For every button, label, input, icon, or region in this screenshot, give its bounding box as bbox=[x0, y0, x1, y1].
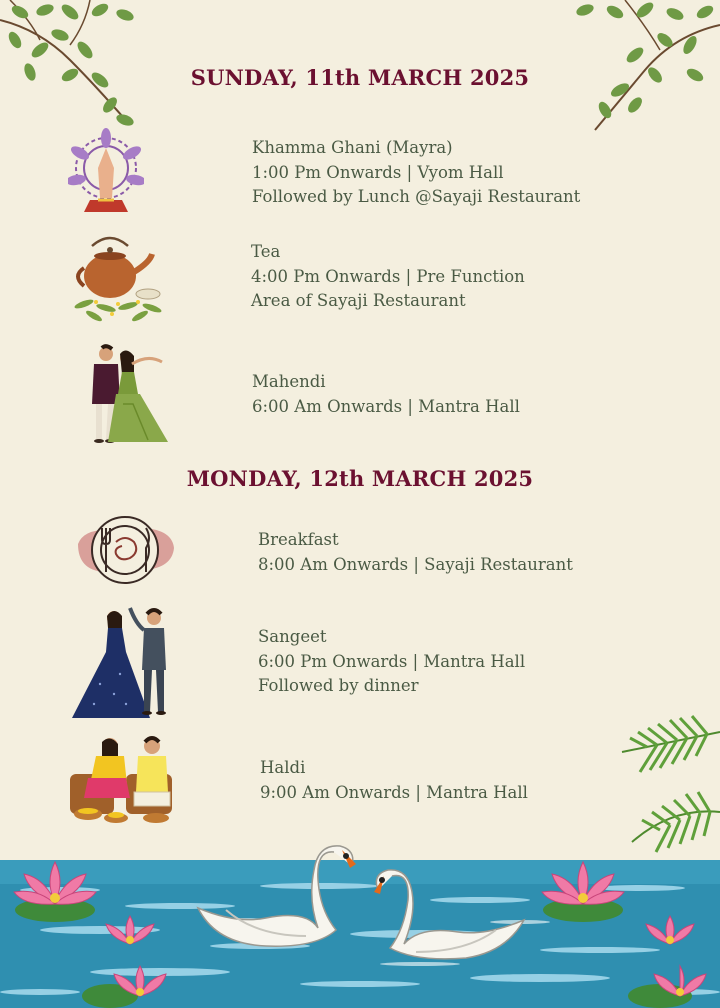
event-sangeet bbox=[258, 625, 525, 699]
lotus-flower-right-icon bbox=[538, 854, 628, 924]
swan-pair-icon bbox=[196, 840, 526, 968]
event-note: Followed by dinner bbox=[258, 676, 419, 695]
event-title: Mahendi bbox=[252, 372, 326, 391]
dancing-couple-icon bbox=[78, 344, 170, 446]
plate-cutlery-icon bbox=[74, 514, 176, 586]
event-khamma-ghani bbox=[252, 136, 580, 210]
event-title: Sangeet bbox=[258, 627, 327, 646]
event-tea bbox=[251, 240, 525, 314]
event-time-venue: 6:00 Am Onwards | Mantra Hall bbox=[252, 396, 520, 416]
event-breakfast bbox=[258, 528, 573, 577]
event-note: Followed by Lunch @Sayaji Restaurant bbox=[252, 187, 581, 206]
palm-frond-icon bbox=[612, 712, 720, 862]
event-time-venue: 6:00 Pm Onwards | Mantra Hall bbox=[258, 651, 526, 671]
sangeet-couple-icon bbox=[70, 604, 172, 720]
lotus-cluster-bottom-right-icon bbox=[620, 910, 720, 1008]
event-time-venue: 8:00 Am Onwards | Sayaji Restaurant bbox=[258, 554, 573, 574]
lotus-cluster-bottom-left-icon bbox=[80, 910, 180, 1008]
event-time-venue: 1:00 Pm Onwards | Vyom Hall bbox=[252, 162, 504, 182]
event-time-venue: 9:00 Am Onwards | Mantra Hall bbox=[260, 782, 528, 802]
day-heading-sunday: SUNDAY, 11th MARCH 2025 bbox=[190, 65, 530, 90]
day-heading-monday: MONDAY, 12th MARCH 2025 bbox=[186, 466, 534, 491]
haldi-couple-icon bbox=[66, 734, 178, 828]
event-mahendi bbox=[252, 370, 520, 419]
event-time-venue: 4:00 Pm Onwards | Pre Function bbox=[251, 266, 525, 286]
event-title: Haldi bbox=[260, 758, 306, 777]
teapot-icon bbox=[70, 228, 165, 323]
event-haldi bbox=[260, 756, 528, 805]
namaste-mandala-icon bbox=[68, 128, 144, 214]
event-note: Area of Sayaji Restaurant bbox=[251, 291, 466, 310]
event-title: Tea bbox=[251, 242, 281, 261]
event-title: Breakfast bbox=[258, 530, 339, 549]
event-title: Khamma Ghani (Mayra) bbox=[252, 138, 453, 157]
